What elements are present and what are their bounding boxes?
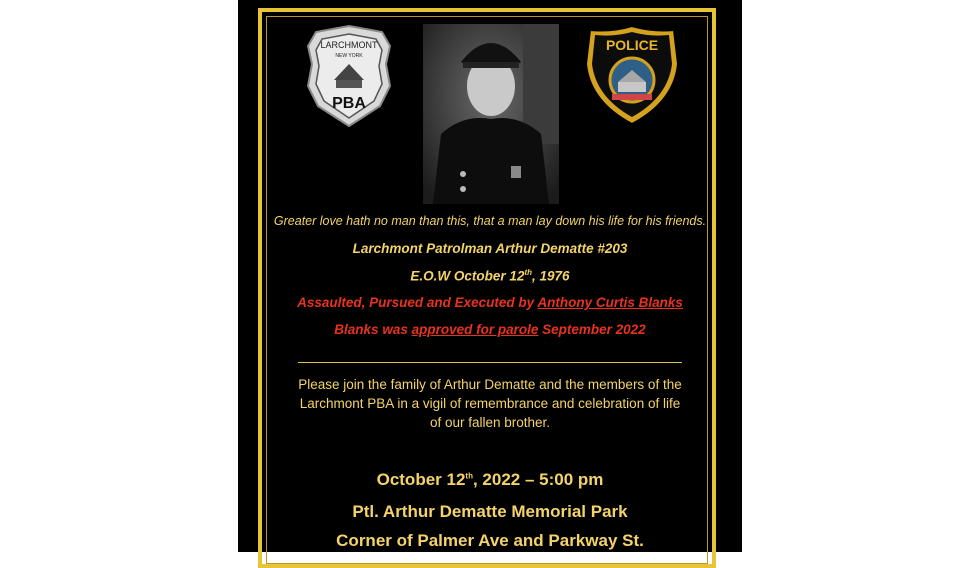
assault-line: Assaulted, Pursued and Executed by Anthony Curtis Blanks bbox=[297, 295, 683, 310]
pba-badge-main-text: PBA bbox=[332, 95, 366, 112]
pba-badge-sub-text: NEW YORK bbox=[335, 53, 363, 59]
event-location: Ptl. Arthur Dematte Memorial Park bbox=[352, 502, 628, 521]
officer-photo bbox=[423, 24, 559, 204]
assailant-link[interactable]: Anthony Curtis Blanks bbox=[537, 295, 683, 310]
invitation-text: Please join the family of Arthur Dematte and the members of the Larchmont PBA in a vigil of remembrance and celebration of life of our fallen brother. bbox=[298, 377, 682, 430]
event-address: Corner of Palmer Ave and Parkway St. bbox=[336, 531, 644, 550]
parole-line: Blanks was approved for parole September 2022 bbox=[334, 322, 646, 337]
pba-badge-icon bbox=[304, 24, 394, 128]
event-date: October 12th, 2022 – 5:00 pm bbox=[376, 470, 604, 489]
police-badge-text: POLICE bbox=[605, 37, 659, 53]
police-badge-icon bbox=[582, 24, 682, 126]
officer-name: Larchmont Patrolman Arthur Dematte #203 bbox=[352, 241, 628, 256]
end-of-watch: E.O.W October 12th, 1976 bbox=[410, 268, 570, 284]
parole-link[interactable]: approved for parole bbox=[411, 322, 539, 337]
scripture-quote: Greater love hath no man than this, that a man lay down his life for his friends. bbox=[273, 214, 707, 228]
pba-badge-top-text: LARCHMONT bbox=[320, 40, 378, 50]
divider bbox=[298, 362, 682, 363]
memorial-flyer bbox=[238, 0, 742, 552]
